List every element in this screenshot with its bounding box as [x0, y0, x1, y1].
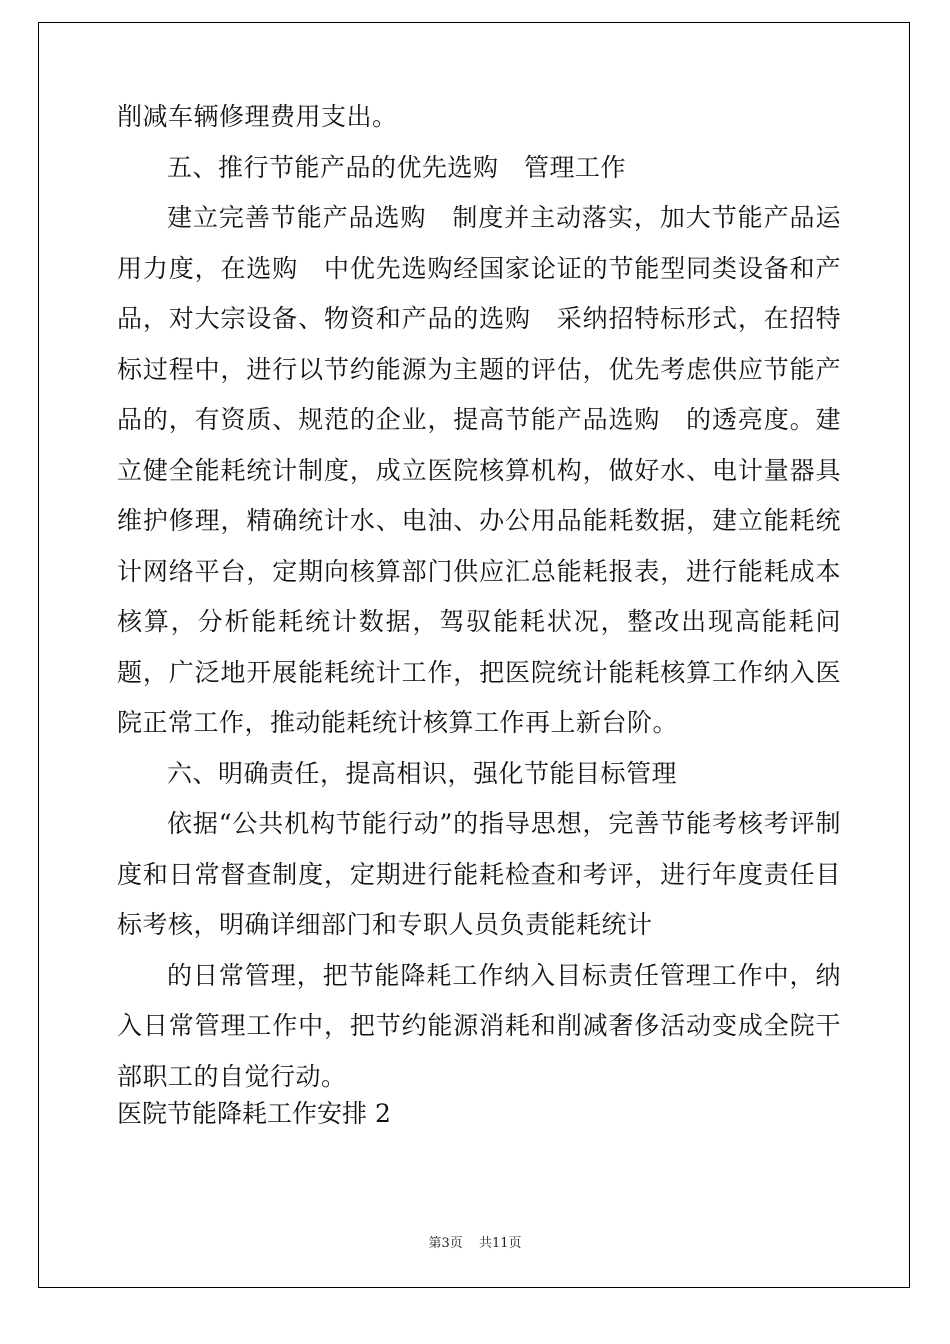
document-body [117, 92, 841, 1102]
page-number: 第3页 [428, 1236, 463, 1251]
page-total: 共11页 [478, 1236, 522, 1251]
paragraph: 削减车辆修理费用支出。 [117, 102, 398, 131]
paragraph: 建立完善节能产品选购 制度并主动落实，加大节能产品运用力度，在选购 中优先选购经国家论证的节能型同类设备和产品，对大宗设备、物资和产品的选购 采纳招特标形式，在招特标过程中，进行以节约能源为主题的评估，优先考虑供应节能产品的，有资质、规范的企业，提高节能产品选购 的透亮度。建立健全能耗统计制度，成立医院核算机构，做好水、电计量器具维护修理，精确统计水、电油、办公用品能耗数据，建立能耗统计网络平台，定期向核算部门供应汇总能耗报表，进行能耗成本核算，分析能耗统计数据，驾驭能耗状况，整改出现高能耗问题，广泛地开展能耗统计工作，把医院统计能耗核算工作纳入医院正常工作，推动能耗统计核算工作再上新台阶。 [117, 203, 841, 737]
paragraph: 的日常管理，把节能降耗工作纳入目标责任管理工作中，纳入日常管理工作中，把节约能源消耗和削减奢侈活动变成全院干部职工的自觉行动。 [117, 960, 841, 1091]
paragraph-heading-5: 五、推行节能产品的优先选购 管理工作 [167, 152, 627, 182]
paragraph-heading-6: 六、明确责任，提高相识，强化节能目标管理 [167, 758, 678, 788]
paragraph: 依据“公共机构节能行动”的指导思想，完善节能考核考评制度和日常督查制度，定期进行能耗检查和考评，进行年度责任目标考核，明确详细部门和专职人员负责能耗统计 [117, 809, 841, 939]
page-footer [0, 1232, 950, 1251]
section-title: 医院节能降耗工作安排 2 [117, 1099, 391, 1128]
